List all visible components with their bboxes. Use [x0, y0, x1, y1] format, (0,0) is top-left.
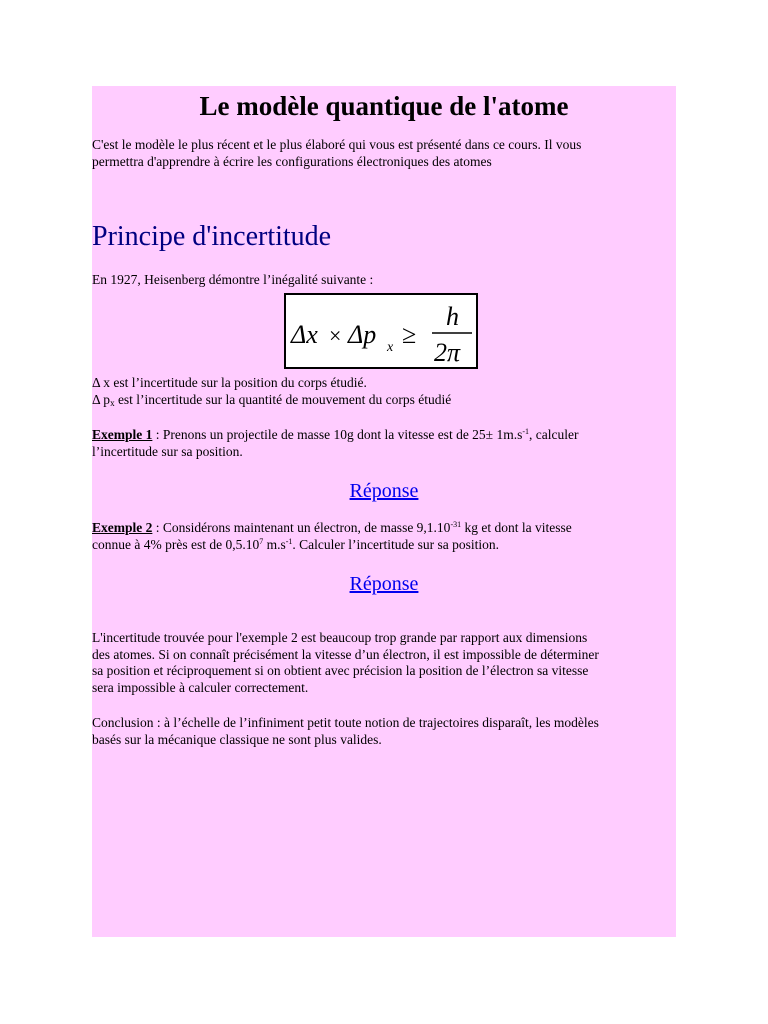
discussion-paragraph: L'incertitude trouvée pour l'exemple 2 est beaucoup trop grande par rapport aux dimensions des atomes. Si on connaît précisément la vitesse d’un électron, il est impossible de déterminer sa position et réciproquement si on obtient avec précision la position de l’électron sa vitesse sera impossible à calculer correctement.: [92, 630, 599, 695]
conclusion-paragraph: Conclusion : à l’échelle de l’infiniment petit toute notion de trajectoires disparaît, les modèles basés sur la mécanique classique ne sont plus valides.: [92, 715, 599, 747]
formula-dp: Δp: [348, 320, 377, 349]
formula-dx: Δx: [291, 320, 318, 349]
intro-paragraph: [92, 137, 676, 170]
intro-line-2: permettra d'apprendre à écrire les configurations électroniques des atomes: [92, 153, 492, 169]
intro-line-1: C'est le modèle le plus récent et le plus élaboré qui vous est présenté dans ce cours. Il vous: [92, 137, 582, 152]
definition-dx: Δ x est l’incertitude sur la position du corps étudié.: [92, 375, 367, 390]
example-2-label: Exemple 2: [92, 520, 153, 535]
formula-times: ×: [329, 323, 342, 348]
definitions: [92, 375, 676, 408]
formula-geq: ≥: [402, 320, 417, 349]
example-2: Exemple 2 : Considérons maintenant un électron, de masse $9,1.10^{-31}$ kg et dont la vitesse connue à 4% près est de 0,5.10$^7$ $m.s^{-1}$. Calculer l’incertitude sur sa position.: [92, 520, 572, 552]
example-1-label: Exemple 1: [92, 427, 153, 442]
document-page: [92, 86, 676, 937]
formula-svg: [286, 295, 476, 367]
reponse-link-2[interactable]: Réponse: [349, 573, 419, 595]
formula-denominator: 2π: [434, 338, 461, 367]
example-1: Exemple 1 : Prenons un projectile de masse 10g dont la vitesse est de $25\pm 1m.s^{-1}$, calculer l’incertitude sur sa position.: [92, 427, 579, 459]
reponse-link-1[interactable]: Réponse: [349, 480, 419, 502]
uncertainty-formula: [284, 293, 478, 369]
section-heading: Principe d'incertitude: [92, 221, 332, 252]
formula-numerator: h: [446, 302, 459, 331]
definition-dp: Δ $p_x$ est l’incertitude sur la quantité de mouvement du corps étudié: [92, 391, 452, 408]
heisenberg-sentence: En 1927, Heisenberg démontre l’inégalité suivante :: [92, 272, 374, 287]
formula-sub-x: x: [387, 340, 394, 355]
page-title: Le modèle quantique de l'atome: [199, 91, 569, 121]
